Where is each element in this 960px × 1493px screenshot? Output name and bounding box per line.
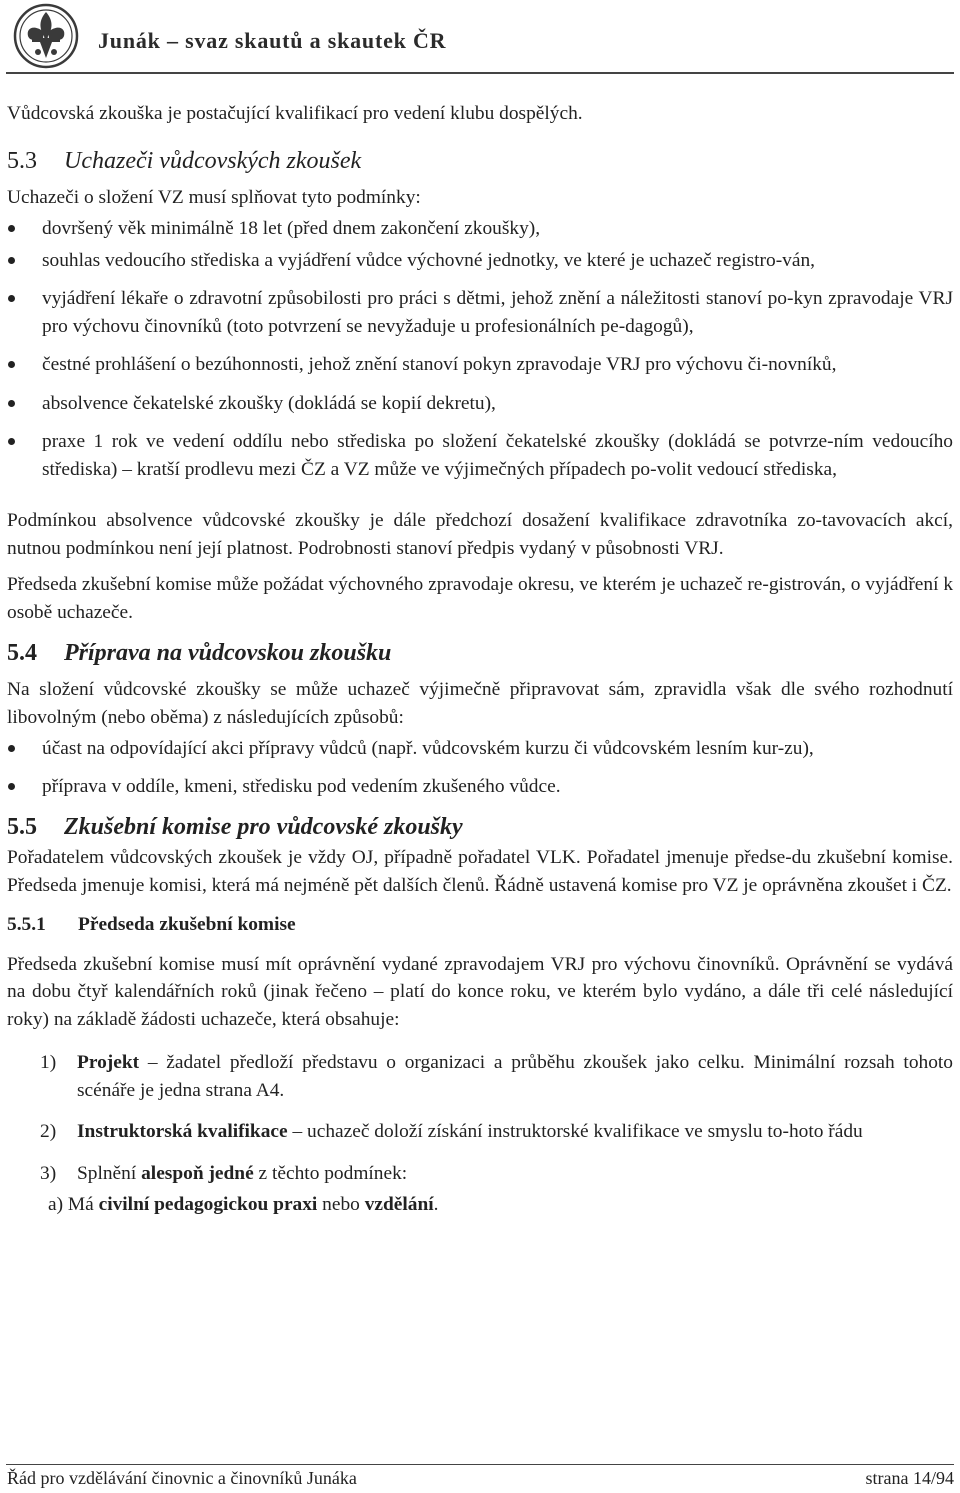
sub-item-a: a) Má civilní pedagogickou praxi nebo vzdělání. (48, 1194, 439, 1215)
organization-name: Junák – svaz skautů a skautek ČR (98, 28, 447, 53)
section-lead: Na složení vůdcovské zkoušky se může uchazeč výjimečně připravovat sám, zpravidla však dle svého rozhodnutí libovolným (nebo oběma) z následujících způsobů: (7, 679, 953, 728)
section-number: 5.5.1 (7, 914, 46, 935)
list-item: příprava v oddíle, kmeni, středisku pod vedením zkušeného vůdce. (7, 773, 953, 801)
bullet-icon (8, 361, 15, 368)
list-item: 3) Splnění alespoň jedné z těchto podmínek: (40, 1162, 408, 1184)
paragraph: Podmínkou absolvence vůdcovské zkoušky je dále předchozí dosažení kvalifikace zdravotníka zo-tavovacích akcí, nutnou podmínkou není její platnost. Podrobnosti stanoví předpis vydaný v působnosti VRJ. (7, 510, 953, 559)
paragraph: Předseda zkušební komise může požádat výchovného zpravodaje okresu, ve kterém je uchazeč re-gistrován, o vyjádření k osobě uchazeče. (7, 574, 954, 623)
header-divider (6, 72, 954, 74)
page-header (6, 2, 954, 72)
paragraph: Předseda zkušební komise musí mít oprávnění vydané zpravodajem VRJ pro výchovu činovníků. Oprávnění se vydává na dobu čtyř kalendářních roků (jinak řečeno – platí do konce roku, ve kterém bylo vydáno, a dále tři celé následující roky) na základě žádosti uchazeče, která obsahuje: (7, 953, 953, 1030)
footer-document-title: Řád pro vzdělávání činovnic a činovníků Junáka (7, 1468, 357, 1488)
section-heading-5-3 (7, 146, 953, 176)
bullet-icon (8, 295, 15, 302)
section-title: Uchazeči vůdcovských zkoušek (64, 147, 362, 174)
candidate-conditions-list (7, 215, 953, 483)
footer-divider (6, 1464, 954, 1465)
application-contents-list (7, 1049, 953, 1187)
bullet-icon (8, 400, 15, 407)
bullet-icon (8, 225, 15, 232)
list-item: dovršený věk minimálně 18 let (před dnem zakončení zkoušky), (7, 215, 953, 243)
footer-page-number: strana 14/94 (865, 1468, 954, 1488)
section-number: 5.5 (7, 814, 37, 840)
list-item: absolvence čekatelské zkoušky (dokládá se kopií dekretu), (7, 390, 953, 418)
section-number: 5.3 (7, 147, 37, 174)
list-item: účast na odpovídající akci přípravy vůdců (např. vůdcovském kurzu či vůdcovském lesním kur-zu), (7, 735, 953, 763)
list-item: 2) Instruktorská kvalifikace – uchazeč doloží získání instruktorské kvalifikace ve smyslu to-hoto řádu (40, 1121, 863, 1142)
list-item: souhlas vedoucího střediska a vyjádření vůdce výchovné jednotky, ve které je uchazeč registro-ván, (7, 247, 953, 275)
list-item: praxe 1 rok ve vedení oddílu nebo střediska po složení čekatelské zkoušky (dokládá se potvrze-ním vedoucího střediska) – kratší prodlevu mezi ČZ a VZ může ve výjimečných případech po-volit vedoucí střediska, (7, 428, 953, 483)
main-content (7, 100, 953, 1219)
section-heading-5-4 (7, 638, 953, 668)
section-title: Příprava na vůdcovskou zkoušku (64, 640, 392, 666)
list-item: vyjádření lékaře o zdravotní způsobilosti pro práci s dětmi, jehož znění a náležitosti stanoví po-kyn zpravodaje VRJ pro výchovu činovníků (toto potvrzení se nevyžaduje u profesionálních pe-dagogů), (7, 285, 953, 340)
intro-paragraph: Vůdcovská zkouška je postačující kvalifikací pro vedení klubu dospělých. (7, 103, 583, 124)
scout-logo-icon (6, 2, 86, 70)
list-item: čestné prohlášení o bezúhonnosti, jehož znění stanoví pokyn zpravodaje VRJ pro výchovu či-novníků, (7, 351, 953, 379)
section-heading-5-5 (7, 812, 953, 842)
section-title: Zkušební komise pro vůdcovské zkoušky (64, 814, 463, 840)
section-lead: Uchazeči o složení VZ musí splňovat tyto podmínky: (7, 186, 421, 208)
paragraph: Pořadatelem vůdcovských zkoušek je vždy OJ, případně pořadatel VLK. Pořadatel jmenuje předse-du zkušební komise. Předseda jmenuje komisi, která má nejméně pět dalších členů. Řádně ustavená komise pro VZ je oprávněna zkoušet i ČZ. (7, 847, 953, 896)
section-heading-5-5-1 (7, 911, 953, 939)
bullet-icon (8, 257, 15, 264)
preparation-list (7, 735, 953, 800)
section-number: 5.4 (7, 640, 37, 666)
bullet-icon (8, 438, 15, 445)
bullet-icon (8, 745, 15, 752)
list-item: 1) Projekt – žadatel předloží představu o organizaci a průběhu zkoušek jako celku. Minimální rozsah tohoto scénáře je jedna strana A4. (40, 1052, 953, 1101)
bullet-icon (8, 783, 15, 790)
section-title: Předseda zkušební komise (78, 914, 296, 935)
